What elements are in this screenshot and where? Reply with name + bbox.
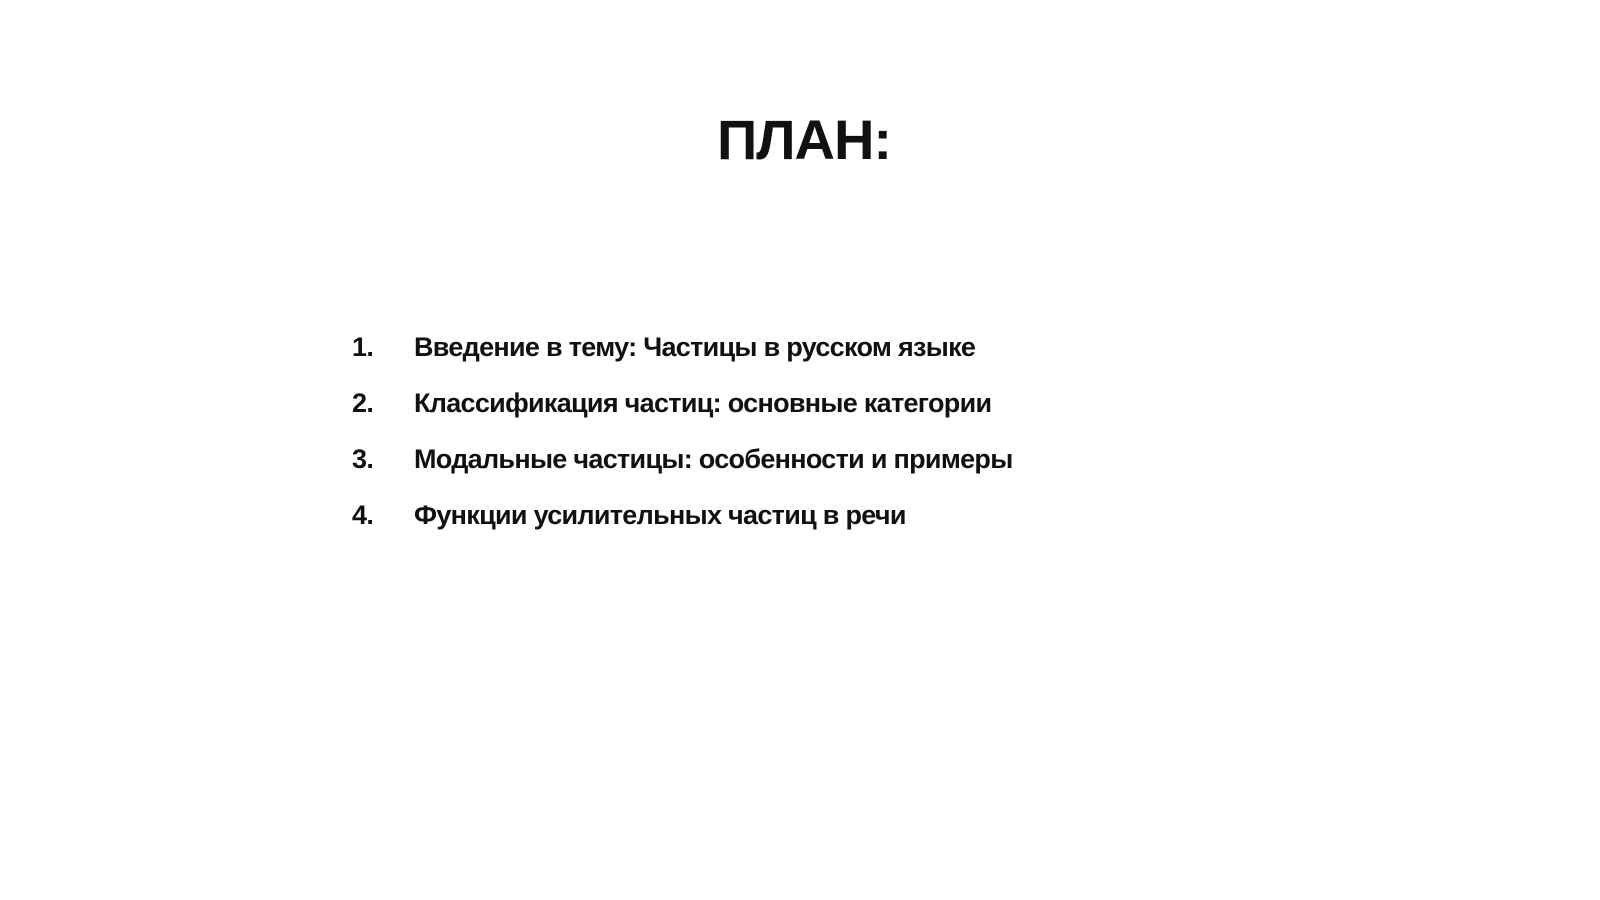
plan-item-text: Функции усилительных частиц в речи — [414, 500, 906, 530]
plan-item — [352, 387, 1013, 443]
plan-item — [352, 443, 1013, 499]
plan-item — [352, 499, 1013, 555]
plan-item-number: 2. — [352, 388, 374, 418]
slide-title: ПЛАН: — [716, 108, 892, 171]
plan-item-text: Модальные частицы: особенности и примеры — [414, 444, 1013, 474]
plan-item-text: Классификация частиц: основные категории — [414, 388, 992, 418]
plan-item-number: 4. — [352, 500, 374, 530]
plan-item-number: 1. — [352, 332, 374, 362]
plan-item-number: 3. — [352, 444, 374, 474]
plan-item-text: Введение в тему: Частицы в русском языке — [414, 332, 976, 362]
plan-item — [352, 331, 1013, 387]
plan-list — [352, 331, 1013, 555]
